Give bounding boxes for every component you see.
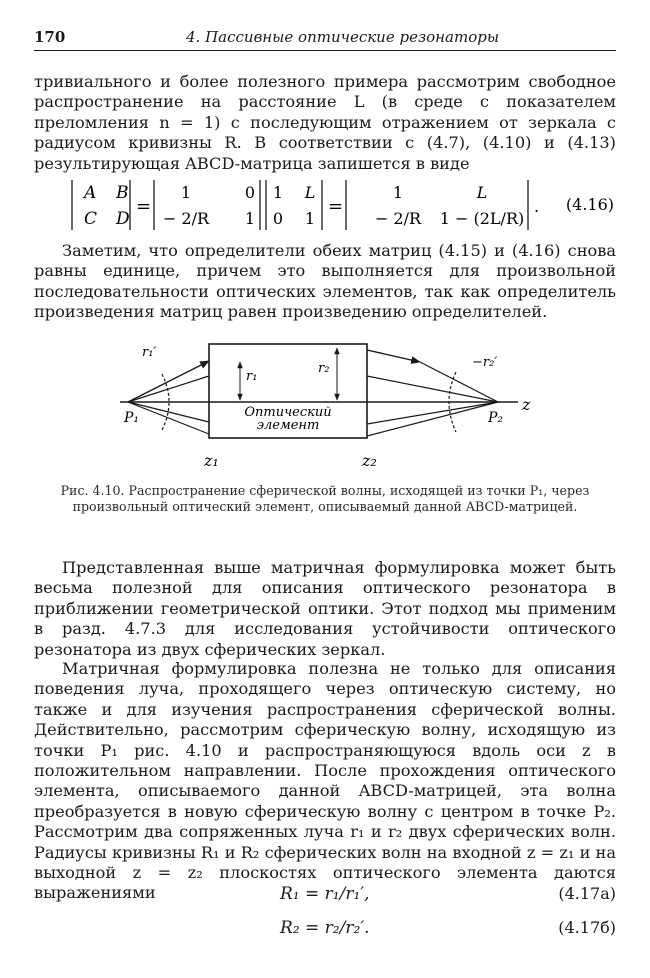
m1-b: 0 [244, 183, 256, 202]
m0-d: D [116, 209, 130, 229]
page-number: 170 [34, 28, 66, 46]
label-r2: r₂ [318, 361, 330, 376]
paragraph-matrix-formulation: Представленная выше матричная формулировка может быть весьма полезной для описания оптического резонатора в приближении геометрической оптики. Этот подход мы применим в разд. 4.7.3 для исследования устойчивости оптического резонатора из двух сферических зеркал. [34, 558, 616, 659]
ray-right-lower [367, 402, 498, 424]
ray-right-bottom [367, 402, 498, 436]
m0-a: A [84, 183, 97, 203]
label-z1: z₁ [204, 451, 219, 470]
paragraph-determinants: Заметим, что определители обеих матриц (4.15) и (4.16) снова равны единице, причем это выполняется для произвольной последовательности оптических элементов, так как определитель произведения матриц равен произведению определителей. [34, 241, 616, 322]
m1-c: − 2/R [162, 209, 210, 228]
m1-a: 1 [180, 183, 192, 202]
label-p2: P₂ [488, 410, 504, 426]
m2-a: 1 [272, 183, 284, 202]
equation-number-4-17b: (4.17б) [558, 918, 616, 937]
label-r1-prime: r₁′ [142, 345, 157, 360]
equals-2: = [328, 196, 344, 217]
m1-d: 1 [244, 209, 256, 228]
m3-c: − 2/R [374, 209, 422, 228]
equation-4-17a [70, 884, 616, 910]
equation-4-17b [70, 918, 616, 944]
m0-c: C [84, 209, 98, 229]
svg-text:.: . [534, 197, 540, 216]
ray-right-upper [367, 376, 498, 402]
equation-4-17a-text: R₁ = r₁/r₁′, [280, 884, 370, 904]
m3-a: 1 [392, 183, 404, 202]
paragraph-spherical-wave: Матричная формулировка полезна не только для описания поведения луча, проходящего через оптическую систему, но также и для изучения распространения сферической волны. Действительно, рассмотрим сферическую волну, исходящую из точки P₁ рис. 4.10 и распространяющуюся вдоль оси z в положительном направлении. После прохождения оптического элемента, описываемого данной ABCD-матрицей, эта волна преобразуется в новую сферическую волну с центром в точке P₂. Рассмотрим два сопряженных луча r₁ и r₂ двух сферических волн. Радиусы кривизны R₁ и R₂ сферических волн на входной z = z₁ и на выходной z = z₂ плоскостях оптического элемента даются выражениями [34, 659, 616, 903]
figure-caption: Рис. 4.10. Распространение сферической волны, исходящей из точки P₁, через произвольный оптический элемент, описываемый данной ABCD-матрицей. [60, 483, 590, 514]
m2-d: 1 [304, 209, 316, 228]
box-label-1: Оптический [244, 405, 332, 420]
equation-number-4-16: (4.16) [565, 195, 614, 214]
header-rule [34, 50, 616, 51]
ray-right-top-arrow [367, 350, 420, 362]
equation-4-17b-text: R₂ = r₂/r₂′. [280, 918, 370, 938]
label-p1: P₁ [124, 410, 140, 426]
ray-left-bottom [128, 402, 209, 434]
label-minus-r2-prime: −r₂′ [472, 355, 498, 370]
m2-b: L [304, 183, 316, 202]
figure-4-10 [100, 336, 550, 476]
equation-number-4-17a: (4.17a) [558, 884, 616, 903]
label-z2: z₂ [362, 451, 377, 470]
label-z-axis: z [522, 395, 531, 414]
m2-c: 0 [272, 209, 284, 228]
m0-b: B [116, 183, 129, 203]
m3-b: L [476, 183, 488, 202]
label-r1: r₁ [246, 369, 258, 384]
running-title: 4. Пассивные оптические резонаторы [186, 28, 500, 46]
page-header [34, 28, 616, 50]
box-label-2: элемент [256, 418, 320, 433]
equals-1: = [136, 196, 152, 217]
paragraph-intro: тривиального и более полезного примера рассмотрим свободное распространение на расстояние L (в среде с показателем преломления n = 1) с последующим отражением от зеркала с радиусом кривизны R. В соответствии с (4.7), (4.10) и (4.13) результирующая ABCD-матрица запишется в виде [34, 72, 616, 173]
equation-4-16 [70, 176, 616, 234]
m3-d: 1 − (2L/R) [439, 209, 525, 228]
